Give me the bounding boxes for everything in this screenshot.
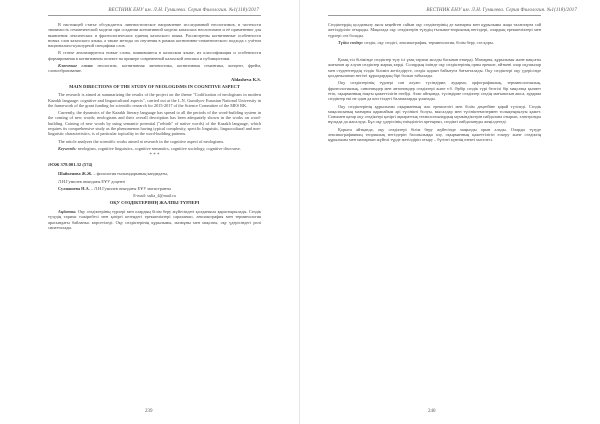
body-paragraph: Оқу сөздіктерінің құрылымы оқырманның жас ерекшелігі мен білім деңгейіне қарай түзіледі. Сөздік мақаласының мазмұны қарапайым әрі түсінікті болуы, мысалдар мен түсініктемелермен толықтырылуы қажет. Сонымен қатар оқу сөздіктері қазіргі ақпараттық технологиялардың мүмкіндіктерін пайдалана отырып, электронды нұсқада да жасалуда. Бұл оқу үдерісінің тиімділігін арттырып, сөздікті пайдалануды жеңілдетеді. [328,103,541,125]
ru-keywords [48,63,261,74]
section-separator: * * * [149,153,160,159]
left-content [48,22,261,232]
right-page [300,0,600,424]
en-abstract-paragraph: Currently, the dynamics of the Kazakh literary language has spread to all the periods of the word-building system in the coming of new words; neologisms and their overall description has been adequately shown in the works on word-building. Coining of new words by using semantic potential ("rebirth" of native words) of the Kazakh language, which requires its comprehensive study as the phenomenon having typical complexity, specific linguistic, linguocultural and non-linguistic characteristics, is of particular topicality in the word-building patterns. [48,110,261,137]
affiliation-email: E-mail: sulia_4@mail.ru [133,193,176,199]
keywords-text: neologism, cognitive linguistics, cognitive semantics, cognitive sociology, cognitive discourse. [77,145,241,151]
keywords-label: Ключевые слова: [58,63,94,69]
author-line: Aldasheva K.S. [231,76,261,82]
header-rule [328,15,541,16]
abstract-text: Оқу сөздіктерінің түрлері мен олардың білім беру жүйесіндегі қолданысы қарастырылады. Сөздік түзудің тарихи тәжірибесі мен қазіргі кезеңдегі ерекшеліктері сараланып, лексикография мен терминология арасындағы байланыс көрсетіледі. Оқу сөздіктерінің құрылымы, мазмұны мен мақсаты, оқу үдерісіндегі рөлі сипатталады. [48,209,261,230]
affiliation-line [48,179,261,184]
affiliation-line [48,171,261,176]
kz-abstract-continued: Сөздіктердің қолданылу аясы кеңейген сайын оқу сөздіктерінің де мазмұны мен құрылымы жаңа талаптарға сай жетілдіріліп отырады. Мақалада оқу сөздіктерін түзудің ғылыми-теориялық негіздері, олардың ерекшеліктері мен түрлері сөз болады. [328,22,541,38]
ru-abstract-paragraph: В статье анализируются новые слова, появившиеся в казахском языке, их классификация и особенности формирования в когнитивном аспекте на примере современной казахской лексики и публицистики. [48,50,261,61]
article-title-en: MAIN DIRECTIONS OF THE STUDY OF NEOLOGISMS IN COGNITIVE ASPECT [69,83,240,89]
kz-abstract [48,209,261,230]
kz-keywords [328,40,541,45]
page-number: 240 [428,409,436,414]
en-abstract-paragraph: The article analyzes the scientific works aimed at research in the cognitive aspect of neologisms. [58,138,225,144]
keywords-label: Түйін сөздер: [338,39,364,45]
running-header: ВЕСТНИК ЕНУ им. Л.Н. Гумилева. Серия Филология. №1(118)/2017 [108,8,259,13]
page-number: 239 [145,409,153,414]
affiliation-line [48,186,261,191]
affiliation-text: – Л.Н.Гумилев атындағы ЕҰУ магистранты [89,185,171,191]
en-abstract-paragraph: The research is aimed at summarizing the results of the project on the theme "Codification of neologisms in modern Kazakh language: cognitive and linguocultural aspects", carried out at the L.N. Gumilyov Eurasian National University in the framework of the grant funding for scientific research for 2015-2017 of the Science Committee of the MES RK. [48,92,261,108]
keywords-label: Keywords: [58,145,77,151]
author-name: Сулиашева Н.А. [58,185,90,191]
ru-abstract-paragraph: В настоящей статье обсуждается лингвистическое направление исследований неологизмов, в частности значимость семантической модели при создании когнитивной модели казахских неологизмов и её применение для выявления лексических и фразеологических единиц казахского языка. Рассмотрены когнитивные особенности новых слов казахского языка, а также методы их изучения в рамках когнитивно-семантического подхода с учётом национально-культурной специфики слов. [48,22,261,49]
udc-code: ӘОЖ 378.001.32 (574) [48,162,93,168]
affiliation-text: – филология ғылымдарының кандидаты, [92,171,168,177]
abstract-label: Аңдатпа. [58,209,77,215]
right-content [328,22,541,145]
body-paragraph: Қорыта айтқанда, оқу сөздіктері білім беру жүйесінде маңызды орын алады. Оларды түзуде лексикографияның теориялық негіздерін басшылыққа алу, оқырманның қажеттілігін ескеру және сөздіктің құрылымы мен мазмұнын жүйелі түрде жетілдіріп отыру – бүгінгі күннің өзекті мәселесі. [328,126,541,143]
header-rule [48,15,261,16]
running-header: ВЕСТНИК ЕНУ им. Л.Н. Гумилева. Серия Филология. №1(118)/2017 [426,8,577,13]
body-paragraph: Оқу сөздіктерінің түрлері сан алуан: түсіндірме, аударма, орфографиялық, терминологиялық, фразеологиялық, синонимдер мен антонимдер сөздіктері және т.б. Әрбір сөздік түрі белгілі бір мақсатқа қызмет етіп, оқырманның нақты қажеттілігін өтейді. Атап айтқанда, түсіндірме сөздіктер сөздің мағынасын ашса, аударма сөздіктер екі не одан да көп тілдегі баламаларды ұсынады. [328,80,541,102]
keywords-text: сөздік, оқу сөздігі, лексикография, терминология, білім беру, сөз қоры. [363,39,494,45]
affiliations [48,171,261,198]
author-name: Шайкенова Ж.Ж. [58,171,93,177]
body-paragraph: Қазақ тіл білімінде сөздіктер түзу ісі ұзақ тарихи жолды басынан өткерді. Мазмұны, құрылымы және мақсаты жағынан әр алуан сөздіктер жарық көрді. Солардың ішінде оқу сөздіктерінің орны ерекше, өйткені олар оқушылар мен студенттердің тілдік білімін жетілдіруге, сөздік қорын байытуға бағытталады. Оқу сөздіктері оқу үдерісінде қолданылатын негізгі құралдардың бірі болып табылады. [328,57,541,79]
affiliation-text: Л.Н.Гумилев атындағы ЕҰУ доценті [58,178,126,184]
keywords-text: неологизм, когнитивная лингвистика, когнитивная семантика, концепт, фрейм, словообразование. [48,63,261,74]
en-keywords [48,146,261,151]
article-title-kz: ОҚУ СӨЗДІКТЕРІНІҢ ЖАЛПЫ ТҮРЛЕРІ [109,200,200,206]
